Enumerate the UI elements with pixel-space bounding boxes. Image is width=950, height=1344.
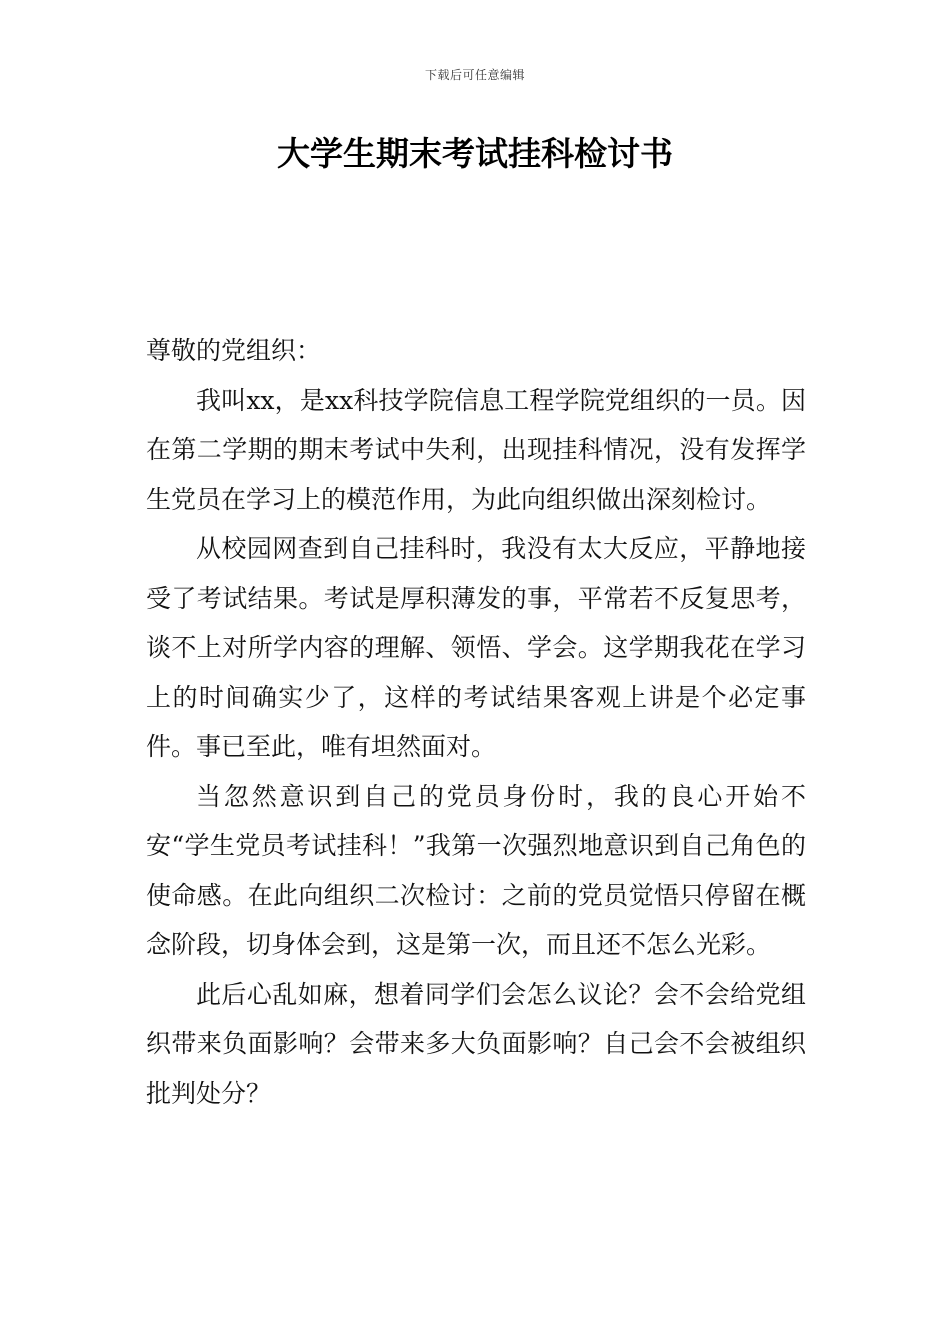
document-body	[146, 326, 806, 1118]
salutation: 尊敬的党组织：	[146, 336, 322, 365]
paragraph-1: 我叫xx，是xx科技学院信息工程学院党组织的一员。因在第二学期的期末考试中失利，出现挂科情况，没有发挥学生党员在学习上的模范作用，为此向组织做出深刻检讨。	[146, 385, 806, 514]
document-title: 大学生期末考试挂科检讨书	[277, 134, 673, 173]
paragraph-4: 此后心乱如麻，想着同学们会怎么议论？会不会给党组织带来负面影响？会带来多大负面影响？自己会不会被组织批判处分？	[146, 979, 806, 1108]
paragraph-3: 当忽然意识到自己的党员身份时，我的良心开始不安“学生党员考试挂科！”我第一次强烈地意识到自己角色的使命感。在此向组织二次检讨：之前的党员觉悟只停留在概念阶段，切身体会到，这是第一次，而且还不怎么光彩。	[146, 781, 806, 959]
paragraph-2: 从校园网查到自己挂科时，我没有太大反应，平静地接受了考试结果。考试是厚积薄发的事，平常若不反复思考，谈不上对所学内容的理解、领悟、学会。这学期我花在学习上的时间确实少了，这样的考试结果客观上讲是个必定事件。事已至此，唯有坦然面对。	[146, 534, 806, 761]
header-note: 下载后可任意编辑	[424, 68, 525, 82]
